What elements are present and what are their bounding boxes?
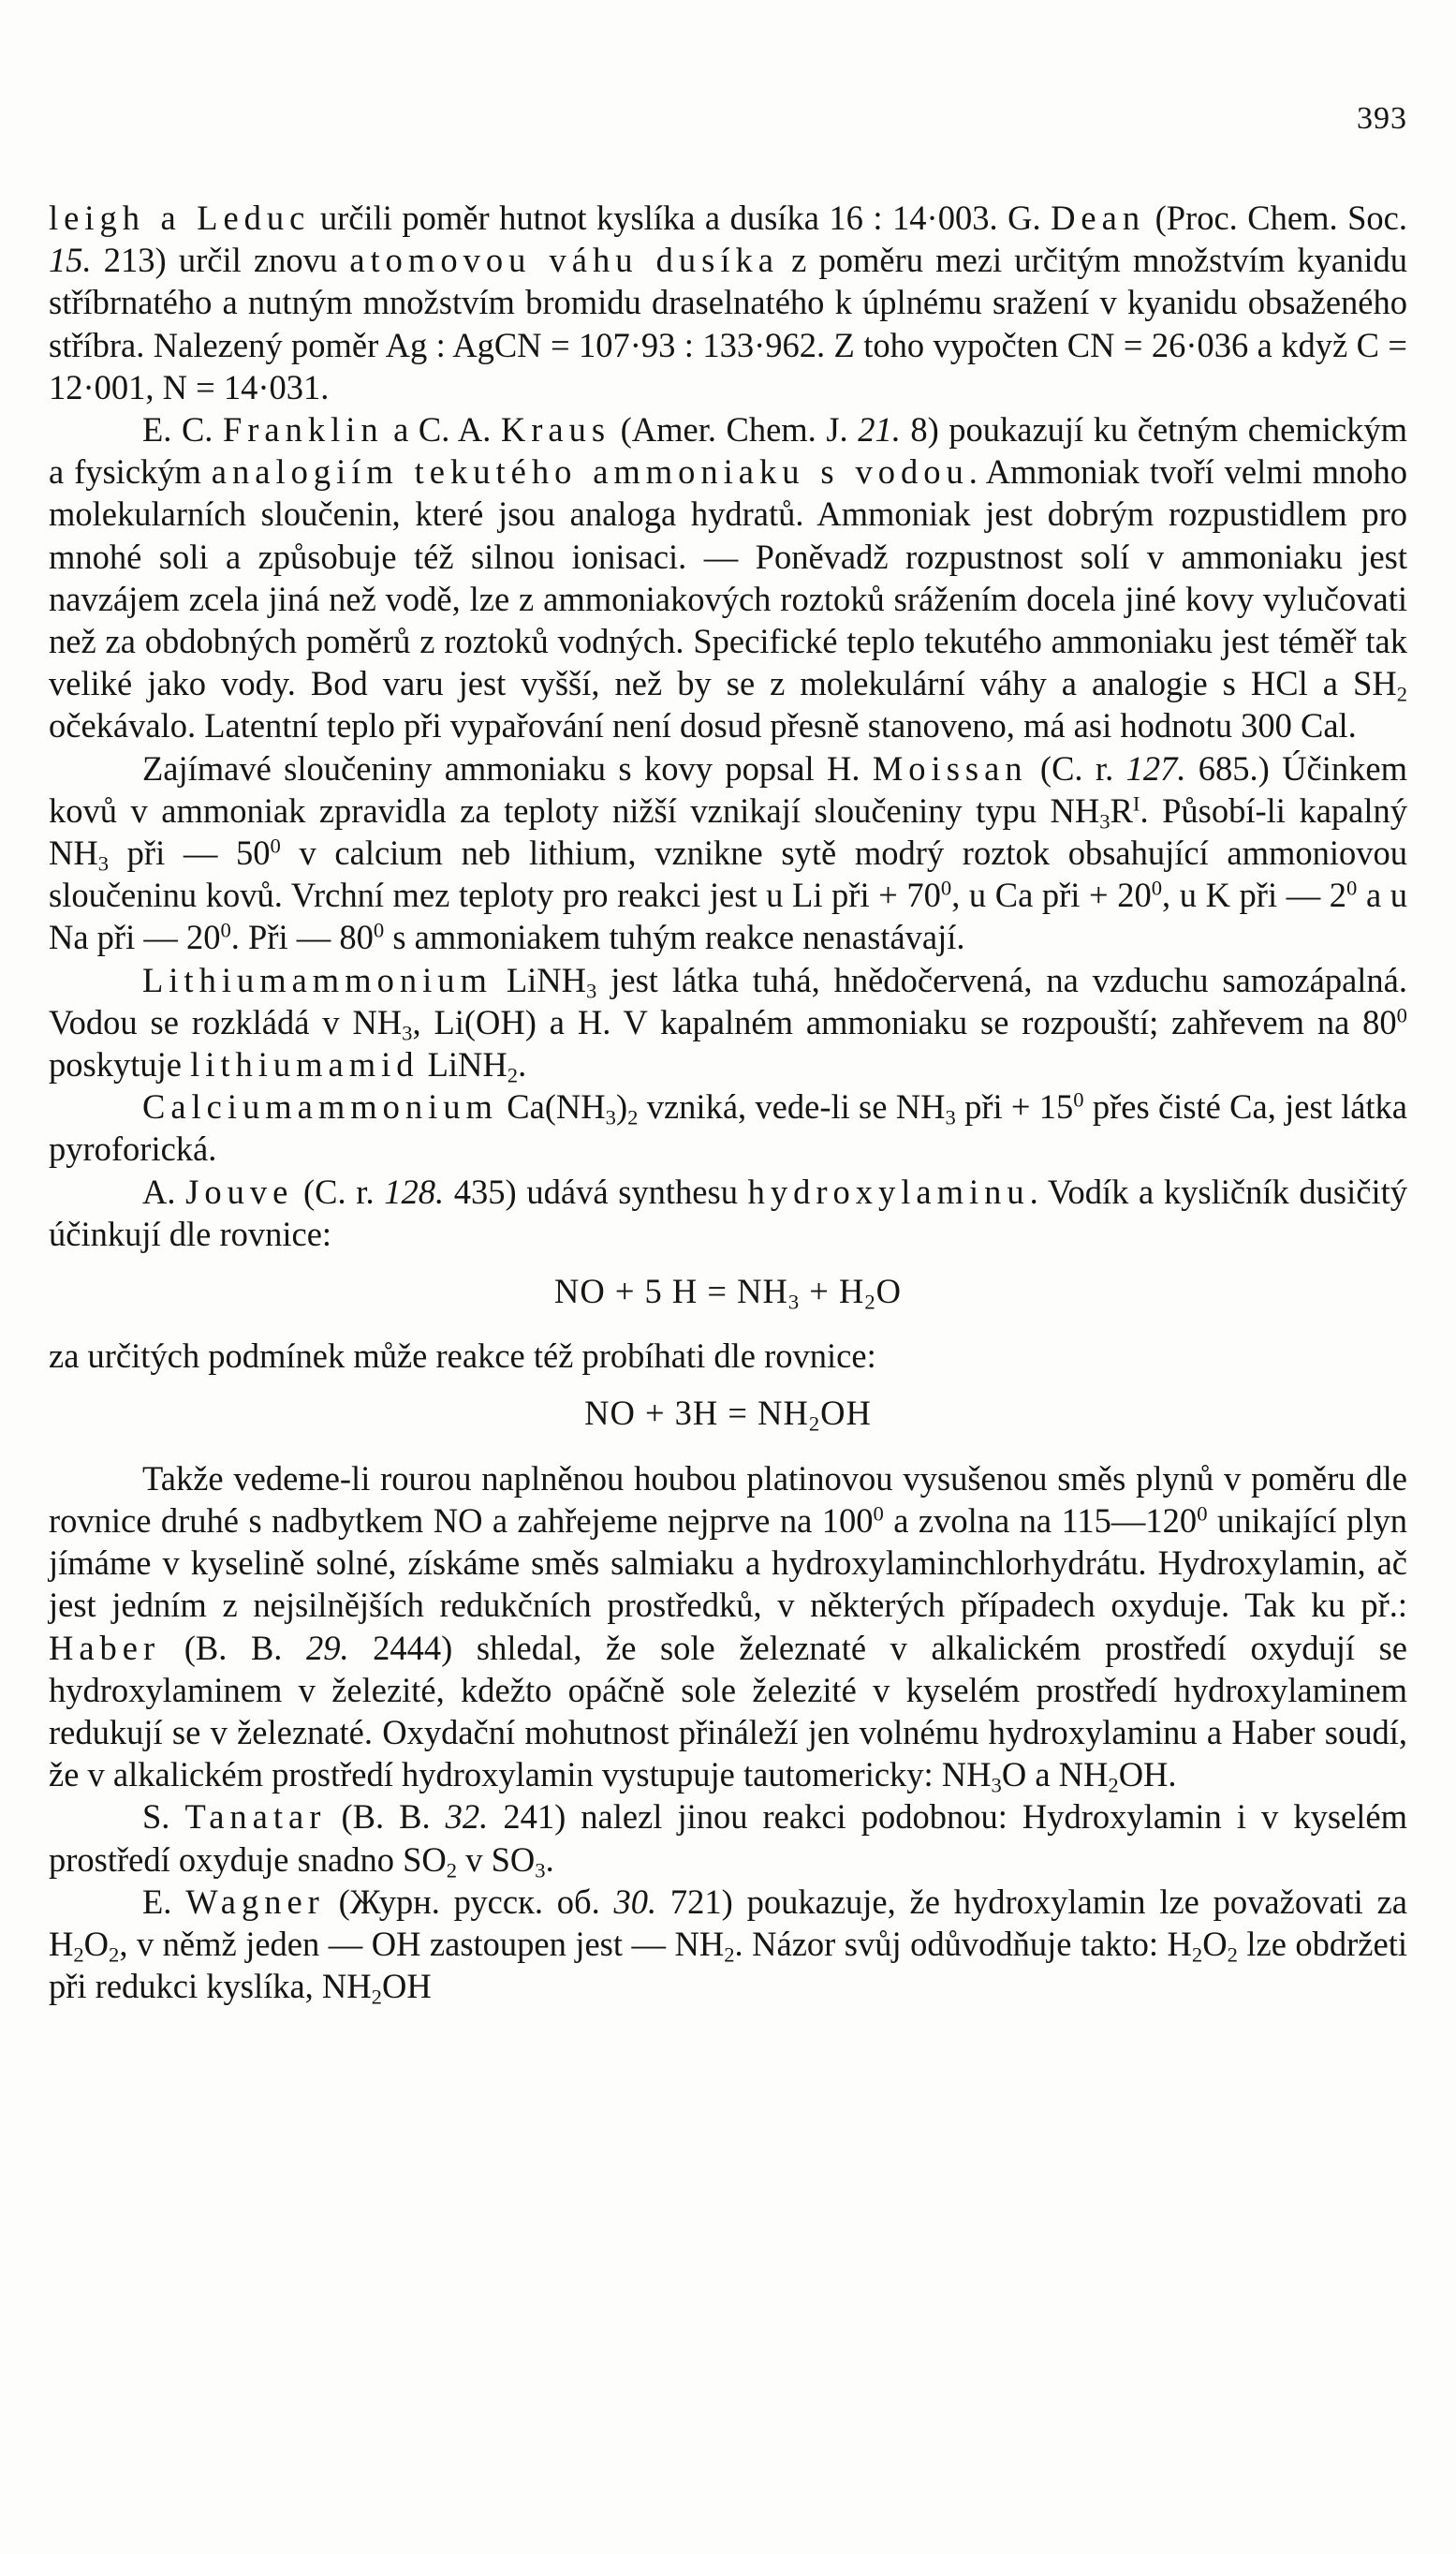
superscript: I <box>1132 791 1140 816</box>
subscript: 3 <box>991 1773 1002 1797</box>
emphasis: Lithiumammonium <box>142 960 493 999</box>
paragraph <box>49 1795 1407 1880</box>
equation <box>49 1270 1407 1312</box>
volume-number: 15. <box>49 241 92 280</box>
text: O <box>83 1924 110 1963</box>
paragraph <box>49 1335 1407 1377</box>
degree-mark: 0 <box>1197 1501 1208 1526</box>
body-text <box>49 197 1407 2007</box>
degree-mark: 0 <box>373 919 385 943</box>
text: . Ammoniak tvoří velmi mnoho molekularních sloučenin, které jsou analoga hydratů. Ammoniak jest dobrým rozpustidlem pro mnohé soli a způsobuje též silnou ionisaci. — Poněvadž rozpustnost solí v ammoniaku jest navzájem zcela jiná než vodě, lze z ammoniakových roztoků srážením docela jiné kovy vylučovati než za obdobných poměrů z roztoků vodných. Specifické teplo tekutého ammoniaku jest téměř tak veliké jako vody. Bod varu jest vyšší, než by se z molekulární váhy a analogie s HCl a SH <box>49 452 1407 703</box>
text: , v němž jeden — OH zastoupen jest — NH <box>119 1924 725 1963</box>
emphasis: lithiumamid <box>190 1045 419 1085</box>
volume-number: 29. <box>305 1628 349 1667</box>
emphasis: Calciumammonium <box>142 1087 498 1127</box>
author-name: Kraus <box>500 410 611 450</box>
equation <box>49 1392 1407 1434</box>
text: 435) udává synthesu <box>444 1172 748 1211</box>
paragraph <box>49 747 1407 959</box>
paragraph <box>49 197 1407 408</box>
text: NO + 5 H = NH <box>553 1272 788 1311</box>
text: v calcium neb lithium, vznikne sytě modrý roztok obsahující ammoniovou sloučeninu kovů. Vrchní mez teploty pro reakci jest u Li při + 70 <box>49 834 1407 915</box>
page-number: 393 <box>1357 101 1407 136</box>
degree-mark: 0 <box>873 1501 884 1526</box>
text: OH <box>381 1967 432 2006</box>
text: . Při — 80 <box>230 918 374 957</box>
subscript: 2 <box>1108 1773 1119 1797</box>
subscript: 2 <box>627 1105 639 1129</box>
author-name: Haber <box>49 1628 161 1667</box>
text: jest látka tuhá, hnědočervená, na vzduchu samozápalná. Vodou se rozkládá v NH <box>49 960 1407 1041</box>
subscript: 3 <box>535 1857 546 1882</box>
text: Takže vedeme-li rourou naplněnou houbou platinovou vysušenou směs plynů v poměru dle rovnice druhé s nadbytkem NO a zahřejeme nejprve na 100 <box>49 1458 1407 1540</box>
subscript: 2 <box>808 1411 821 1436</box>
text: Zajímavé sloučeniny ammoniaku s kovy popsal H. <box>142 748 873 788</box>
text: 685.) Účinkem kovů v ammoniak zpravidla za teploty nižší vznikají sloučeniny typu NH <box>49 748 1407 830</box>
text: . Vodík a kysličník dusičitý účinkují dle rovnice: <box>49 1172 1407 1253</box>
text: . <box>545 1839 554 1879</box>
author-name: Moissan <box>872 748 1028 788</box>
subscript: 2 <box>1396 682 1407 706</box>
volume-number: 30. <box>613 1882 657 1921</box>
paragraph <box>49 1171 1407 1255</box>
subscript: 3 <box>585 978 597 1002</box>
subscript: 3 <box>97 851 110 876</box>
text: ) <box>615 1087 628 1127</box>
text: při + 15 <box>955 1087 1074 1127</box>
paragraph <box>49 1085 1407 1170</box>
text: (B. B. <box>160 1628 306 1667</box>
text: a u Na při — 20 <box>49 876 1407 957</box>
subscript: 2 <box>1191 1942 1203 1967</box>
subscript: 2 <box>371 1985 382 2009</box>
text: přes čisté Ca, jest látka pyroforická. <box>49 1087 1408 1169</box>
subscript: 3 <box>787 1290 801 1314</box>
spaced-text: leigh a Leduc <box>49 199 311 237</box>
text: E. <box>142 1882 186 1921</box>
author-name: Jouve <box>185 1172 294 1211</box>
subscript: 2 <box>864 1290 876 1314</box>
text: E. C. <box>142 410 223 450</box>
subscript: 3 <box>1099 809 1110 834</box>
paragraph <box>49 1881 1407 2008</box>
text: . Působí-li kapalný NH <box>49 790 1407 873</box>
text: vzniká, vede-li se NH <box>638 1087 946 1127</box>
text: , u Ca při + 20 <box>951 876 1152 915</box>
emphasis: hydroxylaminu <box>747 1172 1030 1211</box>
text: + H <box>800 1272 865 1311</box>
emphasis: analogiím tekutého ammoniaku s vodou <box>211 452 969 492</box>
text: 213) určil znovu <box>91 241 350 280</box>
paragraph <box>49 959 1407 1086</box>
degree-mark: 0 <box>270 834 281 858</box>
text: při — 50 <box>109 834 271 873</box>
text: a zvolna na 115—120 <box>883 1500 1198 1540</box>
text: poskytuje <box>49 1045 191 1085</box>
text: , u K při — 2 <box>1162 876 1347 915</box>
subscript: 2 <box>446 1857 458 1882</box>
text: unikající plyn jímáme v kyselině solné, získáme směs salmiaku a hydroxylaminchlorhydrátu. Hydroxylamin, ač jest jedním z nejsilnějších redukčních prostředků, v některých případech oxyduje. Tak ku př.: <box>49 1500 1408 1625</box>
text: s ammoniakem tuhým reakce nenastávají. <box>384 918 965 957</box>
text: za určitých podmínek může reakce též probíhati dle rovnice: <box>49 1336 876 1376</box>
degree-mark: 0 <box>1073 1087 1084 1112</box>
text: lze obdržeti při redukci kyslíka, NH <box>49 1924 1407 2006</box>
subscript: 2 <box>1227 1942 1238 1967</box>
paragraph <box>49 1457 1407 1796</box>
volume-number: 127. <box>1125 748 1186 788</box>
subscript: 2 <box>724 1942 735 1967</box>
text: NO + 3H = NH <box>584 1394 809 1433</box>
author-name: Wagner <box>185 1882 325 1921</box>
text: O a NH <box>1001 1755 1109 1794</box>
text: 2444) shledal, že sole železnaté v alkalickém prostředí oxydují se hydroxylaminem v železité, kdežto opáčně sole železité v kyselém prostředí hydroxylaminem redukují se v železnaté. Oxydační mohutnost přináleží jen volnému hydroxylaminu a Haber soudí, že v alkalickém prostředí hydroxylamin vystupuje tautomericky: NH <box>49 1628 1407 1794</box>
text: očekávalo. Latentní teplo při vypařování není dosud přesně stanoveno, má asi hodnotu 300 Cal. <box>49 706 1357 746</box>
text: LiNH <box>492 960 586 999</box>
text: R <box>1110 790 1133 830</box>
text: (Proc. Chem. Soc. <box>1145 199 1407 237</box>
emphasis: atomovou váhu dusíka <box>349 241 779 280</box>
subscript: 2 <box>507 1063 519 1087</box>
text: (Amer. Chem. J. <box>610 410 859 450</box>
author-name: Franklin <box>222 410 384 450</box>
text: A. <box>142 1172 186 1211</box>
degree-mark: 0 <box>940 876 952 900</box>
text: v SO <box>457 1839 536 1879</box>
volume-number: 32. <box>445 1797 489 1837</box>
text: (B. B. <box>326 1797 446 1837</box>
text: (Журн. русск. об. <box>324 1882 614 1921</box>
text: OH <box>820 1394 872 1433</box>
text: OH. <box>1118 1755 1177 1794</box>
text: S. <box>142 1797 185 1837</box>
author-name: Tanatar <box>184 1797 327 1837</box>
subscript: 3 <box>945 1105 956 1129</box>
text: , Li(OH) a H. V kapalném ammoniaku se rozpouští; zahřevem na 80 <box>412 1002 1397 1041</box>
text: 241) nalezl jinou reakci podobnou: Hydroxylamin i v kyselém prostředí oxyduje snadno SO <box>49 1797 1407 1879</box>
degree-mark: 0 <box>220 919 231 943</box>
text: Ca(NH <box>497 1087 606 1127</box>
volume-number: 21. <box>858 410 901 450</box>
text: 8) poukazují ku četným chemickým a fysickým <box>49 410 1407 492</box>
text: . <box>518 1045 527 1085</box>
degree-mark: 0 <box>1396 1003 1407 1027</box>
degree-mark: 0 <box>1151 876 1163 900</box>
subscript: 2 <box>73 1942 84 1967</box>
text: O <box>1202 1924 1228 1963</box>
text: . Názor svůj odůvodňuje takto: H <box>734 1924 1192 1963</box>
subscript: 3 <box>605 1105 616 1129</box>
text: (C. r. <box>293 1172 385 1211</box>
degree-mark: 0 <box>1346 876 1358 900</box>
subscript: 2 <box>109 1942 120 1967</box>
text: z poměru mezi určitým množstvím kyanidu stříbrnatého a nutným množstvím bromidu draselnatého k úplnému sražení v kyanidu obsaženého stříbra. Nalezený poměr Ag : AgCN = 107·93 : 133·962. Z toho vypočten CN = 26·036 a když C = 12·001, N = 14·031. <box>49 241 1407 406</box>
text: určili poměr hutnot kyslíka a dusíka 16 : 14·003. G. <box>310 199 1052 237</box>
volume-number: 128. <box>384 1172 445 1211</box>
text: (C. r. <box>1027 748 1126 788</box>
subscript: 3 <box>402 1021 413 1045</box>
text: LiNH <box>419 1045 507 1085</box>
author-name: Dean <box>1051 199 1146 237</box>
text: O <box>875 1272 903 1311</box>
text: a C. A. <box>383 410 501 450</box>
paragraph <box>49 408 1407 747</box>
text: 721) poukazuje, že hydroxylamin lze považovati za H <box>49 1882 1408 1963</box>
